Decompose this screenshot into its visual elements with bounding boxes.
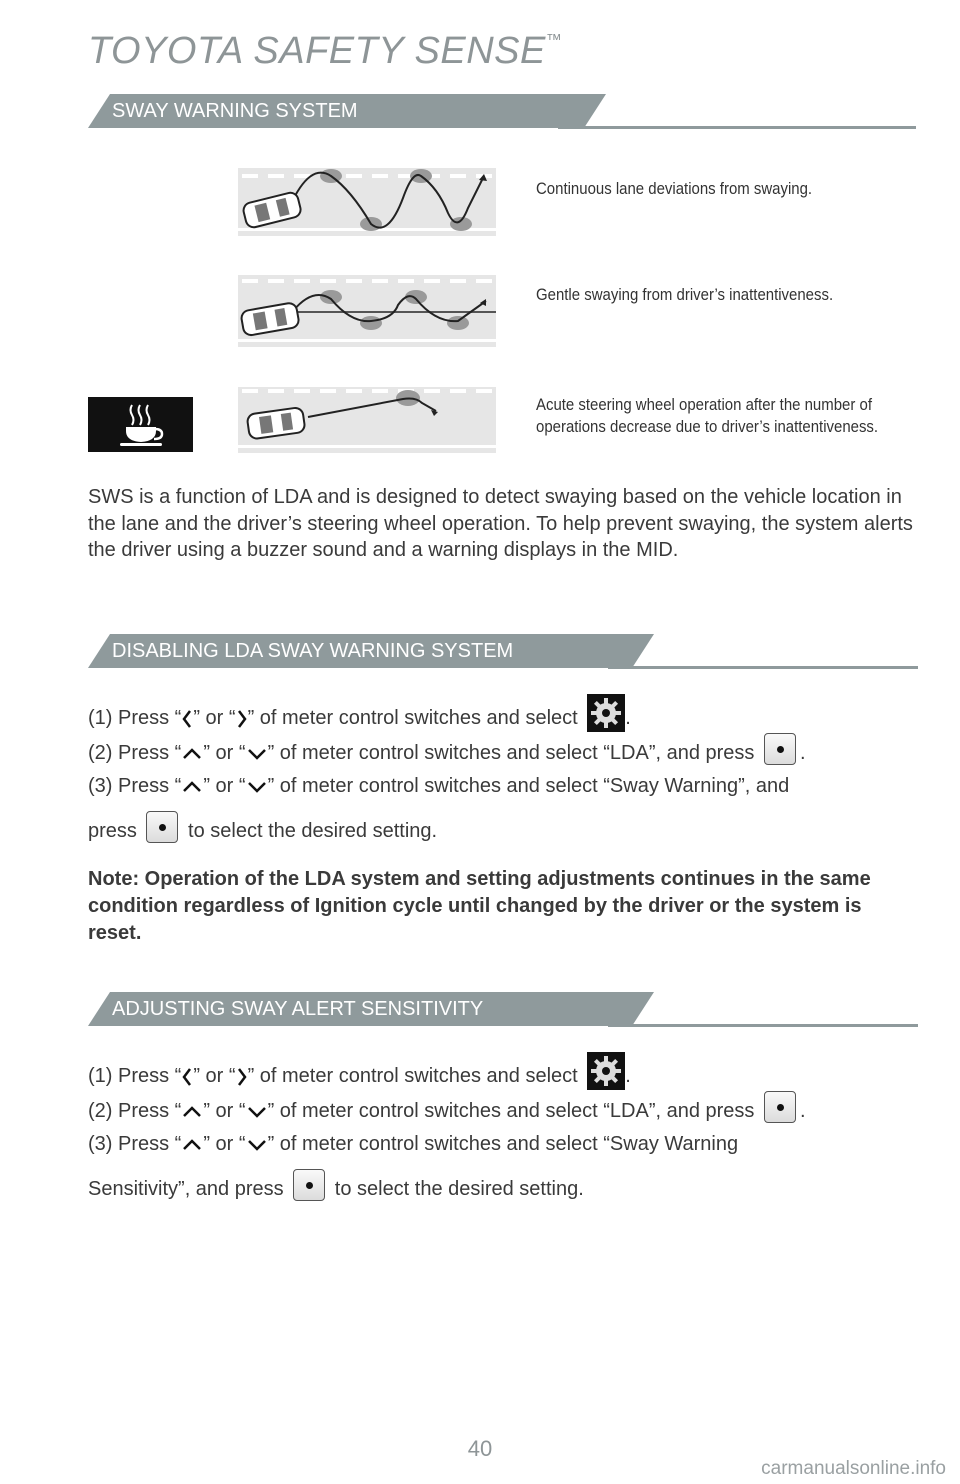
page-title: [88, 30, 562, 73]
section-heading: ADJUSTING SWAY ALERT SENSITIVITY: [112, 998, 484, 1020]
step-text: ” of meter control switches and select: [247, 707, 584, 729]
up-arrow-icon: [182, 780, 202, 794]
gear-icon: [587, 1052, 625, 1090]
banner-rule: [608, 666, 918, 669]
step-text: .: [625, 707, 631, 729]
step-text: (2) Press “: [88, 742, 182, 764]
down-arrow-icon: [247, 1138, 267, 1152]
up-arrow-icon: [182, 1138, 202, 1152]
adjusting-steps: [88, 1052, 918, 1202]
step-text: ” or “: [203, 742, 246, 764]
step-text: press: [88, 820, 143, 842]
left-arrow-icon: [182, 1067, 192, 1087]
step-text: (1) Press “: [88, 1065, 182, 1087]
down-arrow-icon: [247, 780, 267, 794]
gear-icon-graphic: [587, 1052, 625, 1090]
step-text: to select the desired setting.: [329, 1178, 584, 1200]
banner-rule: [608, 1024, 918, 1027]
banner-rule: [558, 126, 916, 129]
page-title-text: TOYOTA SAFETY SENSE: [88, 30, 546, 72]
step-text: (1) Press “: [88, 707, 182, 729]
section-banner-disabling: [88, 634, 918, 668]
step-1: [88, 694, 631, 729]
step-text: ” or “: [193, 707, 236, 729]
page-number: 40: [467, 1436, 493, 1461]
right-arrow-icon: [237, 709, 247, 729]
step-text: .: [625, 1065, 631, 1087]
step-text: to select the desired setting.: [182, 820, 438, 842]
step-1: [88, 1052, 631, 1087]
illustration-caption-1: Continuous lane deviations from swaying.: [536, 179, 813, 198]
step-text: (2) Press “: [88, 1100, 182, 1122]
gear-icon: [587, 694, 625, 732]
ok-button-icon: [146, 811, 178, 843]
section-heading: SWAY WARNING SYSTEM: [112, 100, 358, 122]
step-3: [88, 772, 789, 800]
coffee-cup-icon-graphic: [88, 397, 193, 452]
step-text: ” or “: [203, 775, 246, 797]
right-arrow-icon: [237, 1067, 247, 1087]
step-text: ” of meter control switches and select “Sway Warning: [267, 1133, 739, 1155]
trademark-symbol: ™: [545, 32, 563, 49]
gentle-sway-illustration: [238, 275, 496, 347]
down-arrow-icon: [247, 1105, 267, 1119]
step-text: ” or “: [193, 1065, 236, 1087]
step-3-continued: [88, 1169, 584, 1200]
up-arrow-icon: [182, 1105, 202, 1119]
disabling-steps: [88, 694, 918, 844]
step-2: [88, 1091, 806, 1122]
sws-description: SWS is a function of LDA and is designed to detect swaying based on the vehicle location in the lane and the driver’s steering wheel operation. To help prevent swaying, the system alerts the driver using a buzzer sound and a warning displays in the MID.: [88, 486, 913, 561]
step-3-continued: [88, 811, 438, 842]
section-banner-adjusting: [88, 992, 918, 1026]
step-text: ” of meter control switches and select “Sway Warning”, and: [267, 775, 790, 797]
step-text: ” of meter control switches and select: [247, 1065, 584, 1087]
step-text: ” or “: [203, 1100, 246, 1122]
step-text: ” of meter control switches and select “LDA”, and press: [267, 742, 760, 764]
up-arrow-icon: [182, 747, 202, 761]
acute-steering-illustration: [238, 387, 496, 453]
note-text: Note: Operation of the LDA system and setting adjustments continues in the same condition regardless of Ignition cycle until changed by the driver or the system is reset.: [88, 868, 871, 944]
watermark: carmanualsonline.info: [761, 1458, 946, 1479]
illustration-caption-3: Acute steering wheel operation after the number of operations decrease due to driver’s inattentiveness.: [536, 395, 879, 436]
step-text: ” of meter control switches and select “LDA”, and press: [267, 1100, 760, 1122]
step-text: (3) Press “: [88, 1133, 182, 1155]
gear-icon-graphic: [587, 694, 625, 732]
step-text: Sensitivity”, and press: [88, 1178, 290, 1200]
step-2: [88, 733, 806, 764]
left-arrow-icon: [182, 709, 192, 729]
down-arrow-icon: [247, 747, 267, 761]
coffee-cup-icon: [88, 397, 193, 452]
ok-button-icon: [764, 733, 796, 765]
section-heading: DISABLING LDA SWAY WARNING SYSTEM: [112, 640, 514, 662]
step-text: ” or “: [203, 1133, 246, 1155]
continuous-sway-illustration: [238, 168, 496, 236]
illustration-caption-2: Gentle swaying from driver’s inattentiveness.: [536, 285, 834, 304]
step-text: .: [799, 742, 806, 764]
step-text: .: [799, 1100, 806, 1122]
section-banner-sway-warning: [88, 94, 918, 128]
step-3: [88, 1130, 738, 1158]
step-text: (3) Press “: [88, 775, 182, 797]
ok-button-icon: [293, 1169, 325, 1201]
ok-button-icon: [764, 1091, 796, 1123]
